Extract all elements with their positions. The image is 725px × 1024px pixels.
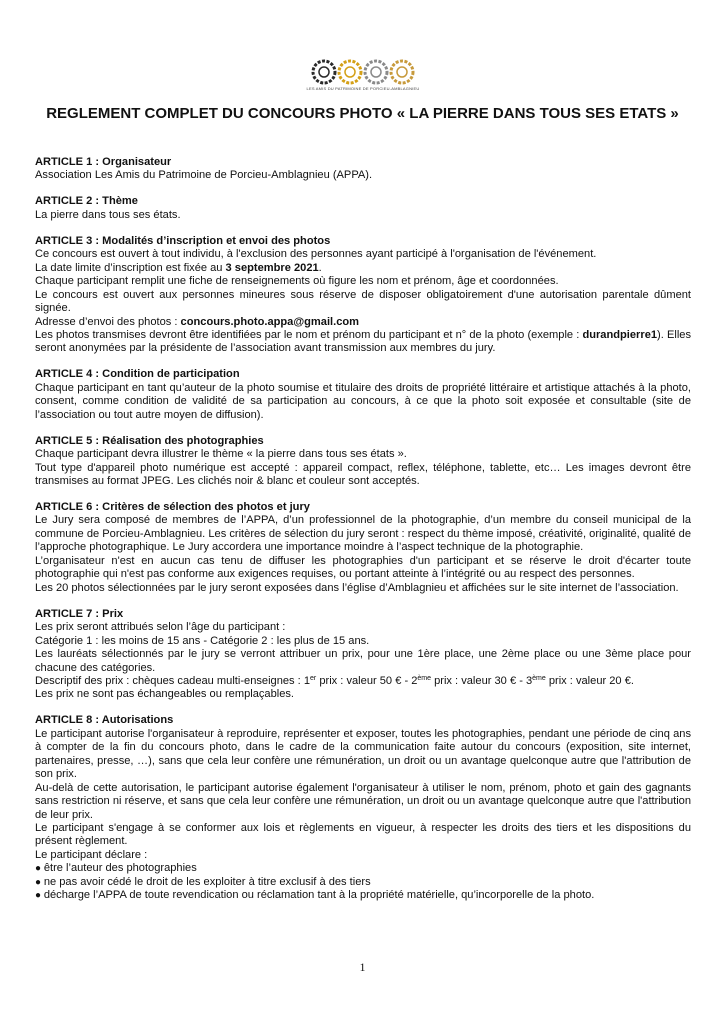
paragraph: Le participant déclare :: [35, 848, 148, 861]
article-title: ARTICLE 5 : Réalisation des photographies: [35, 434, 264, 447]
text: Descriptif des prix : chèques cadeau multi-enseignes : 1: [35, 674, 311, 687]
paragraph: Catégorie 1 : les moins de 15 ans - Catégorie 2 : les plus de 15 ans.: [35, 634, 370, 647]
paragraph: Les lauréats sélectionnés par le jury se verront attribuer un prix, pour une 1ère place, une 2ème place ou une 3ème place pour chacune des catégories.: [35, 648, 691, 674]
logo-ring-inner-icon: [397, 67, 407, 77]
article-8: [35, 714, 691, 902]
list-item: ● ne pas avoir cédé le droit de les exploiter à titre exclusif à des tiers: [35, 876, 691, 889]
text: Adresse d’envoi des photos :: [35, 315, 181, 328]
paragraph: Le participant s'engage à se conformer aux lois et règlements en vigueur, à respecter les droits des tiers et les dispositions du présent règlement.: [35, 821, 691, 848]
text: .: [318, 261, 322, 274]
text: prix : valeur 50 € - 2: [316, 674, 418, 687]
logo-ring-inner-icon: [371, 67, 381, 77]
logo-ring-icon: [391, 61, 413, 83]
article-title: ARTICLE 2 : Thème: [35, 195, 138, 208]
article-5: [35, 435, 691, 489]
logo-rings-icon: [310, 58, 416, 88]
paragraph: Chaque participant devra illustrer le thème « la pierre dans tous ses états ».: [35, 448, 407, 461]
paragraph: Les prix seront attribués selon l’âge du participant :: [35, 621, 286, 634]
logo-ring-icon: [365, 61, 387, 83]
logo-ring-icon: [339, 61, 361, 83]
prizes-paragraph: [35, 675, 691, 688]
article-7: [35, 608, 691, 702]
deadline-date: 3 septembre 2021: [225, 261, 319, 274]
article-title: ARTICLE 3 : Modalités d’inscription et envoi des photos: [35, 234, 331, 247]
paragraph: La pierre dans tous ses états.: [35, 208, 181, 221]
logo-ring-inner-icon: [319, 67, 329, 77]
naming-paragraph: [35, 329, 691, 356]
paragraph: Le concours est ouvert aux personnes mineures sous réserve de disposer obligatoirement d'une autorisation parentale dûment signée.: [35, 288, 691, 315]
article-title: ARTICLE 1 : Organisateur: [35, 156, 172, 168]
paragraph: Chaque participant en tant qu’auteur de la photo soumise et titulaire des droits de propriété littéraire et artistique attachés à la photo, consent, comme condition de validité de sa participation au concours, à ce que la photo soit exposée et consultable (site de l’association ou tout autre moyen de diffusion).: [35, 381, 691, 421]
ordinal: er: [310, 674, 317, 682]
text: Les photos transmises devront être identifiées par le nom et prénom du participant et n° de la photo (exemple :: [35, 328, 583, 341]
list-item: ● décharge l’APPA de toute revendication ou réclamation tant à la propriété matérielle, qu’incorporelle de la photo.: [35, 889, 691, 902]
paragraph: Chaque participant remplit une fiche de renseignements où figure les nom et prénom, âge et coordonnées.: [35, 275, 559, 288]
paragraph: Les 20 photos sélectionnées par le jury seront exposées dans l’église d’Amblagnieu et affichées sur le site internet de l’association.: [35, 581, 679, 594]
text: ). Elles seront anonymées par la présidente de l’association avant transmission aux membres du jury.: [35, 328, 691, 355]
paragraph: Le Jury sera composé de membres de l’APPA, d’un professionnel de la photographie, d’un membre du conseil municipal de la commune de Porcieu-Amblagnieu. Les critères de sélection du jury seront : respect du thème imposé, créativité, originalité, qualité de l’approche photographique. Le Jury accordera une importance moindre à l’aspect technique de la photographie.: [35, 514, 691, 554]
article-4: [35, 368, 691, 422]
text: prix : valeur 20 €.: [545, 674, 634, 687]
document-title: REGLEMENT COMPLET DU CONCOURS PHOTO « LA PIERRE DANS TOUS SES ETATS »: [46, 105, 679, 122]
article-title: ARTICLE 7 : Prix: [35, 607, 124, 620]
contact-email: concours.photo.appa@gmail.com: [180, 315, 360, 328]
article-title: ARTICLE 4 : Condition de participation: [35, 368, 240, 381]
paragraph: Les prix ne sont pas échangeables ou remplaçables.: [35, 688, 295, 701]
logo-caption: LES AMIS DU PATRIMOINE DE PORCIEU-AMBLAGNIEU: [306, 86, 420, 91]
paragraph: Tout type d'appareil photo numérique est accepté : appareil compact, reflex, téléphone, tablette, etc… Les images devront être transmises au format JPEG. Les clichés noir & blanc et couleur sont acceptés.: [35, 461, 691, 488]
text: La date limite d’inscription est fixée au: [35, 261, 226, 274]
declaration-list: [35, 862, 691, 902]
page-number: 1: [359, 960, 366, 974]
article-title: ARTICLE 8 : Autorisations: [35, 714, 174, 727]
article-3: [35, 235, 691, 356]
ordinal: ème: [532, 674, 546, 682]
email-paragraph: [35, 316, 691, 329]
text: prix : valeur 30 € - 3: [431, 674, 533, 687]
paragraph: L’organisateur n'est en aucun cas tenu de diffuser les photographies d'un participant et se réserve le droit d'écarter toute photographie qui n'est pas conforme aux exigences requises, ou portant atteinte à l’intégrité ou au respect des personnes.: [35, 554, 691, 581]
article-6: [35, 501, 691, 595]
article-1: [35, 156, 691, 183]
article-title: ARTICLE 6 : Critères de sélection des photos et jury: [35, 501, 310, 514]
deadline-paragraph: [35, 262, 691, 275]
ordinal: ème: [417, 674, 432, 682]
paragraph: Association Les Amis du Patrimoine de Porcieu-Amblagnieu (APPA).: [35, 169, 373, 182]
list-item: ● être l’auteur des photographies: [35, 862, 691, 875]
naming-example: durandpierre1: [582, 328, 658, 341]
article-2: [35, 195, 691, 222]
paragraph: Ce concours est ouvert à tout individu, à l'exclusion des personnes ayant participé à l'organisation de l'événement.: [35, 248, 597, 261]
logo-ring-inner-icon: [345, 67, 355, 77]
paragraph: Le participant autorise l'organisateur à reproduire, représenter et exposer, toutes les photographies, pendant une période de cinq ans à compter de la fin du concours photo, dans le cadre de la communication faite autour du concours (exposition, site internet, partenaires, presse, …), sans que cela leur confère une rémunération, un droit ou un avantage quelconque autre que l'attribution de son prix.: [35, 727, 691, 781]
document-body: [35, 156, 691, 915]
logo-ring-icon: [313, 61, 335, 83]
paragraph: Au-delà de cette autorisation, le participant autorise également l'organisateur à utiliser le nom, prénom, photo et gain des gagnants sans restriction ni réserve, et sans que cela leur confère une rémunération, un droit ou un avantage quelconque autre que l'attribution de leur prix.: [35, 781, 691, 821]
